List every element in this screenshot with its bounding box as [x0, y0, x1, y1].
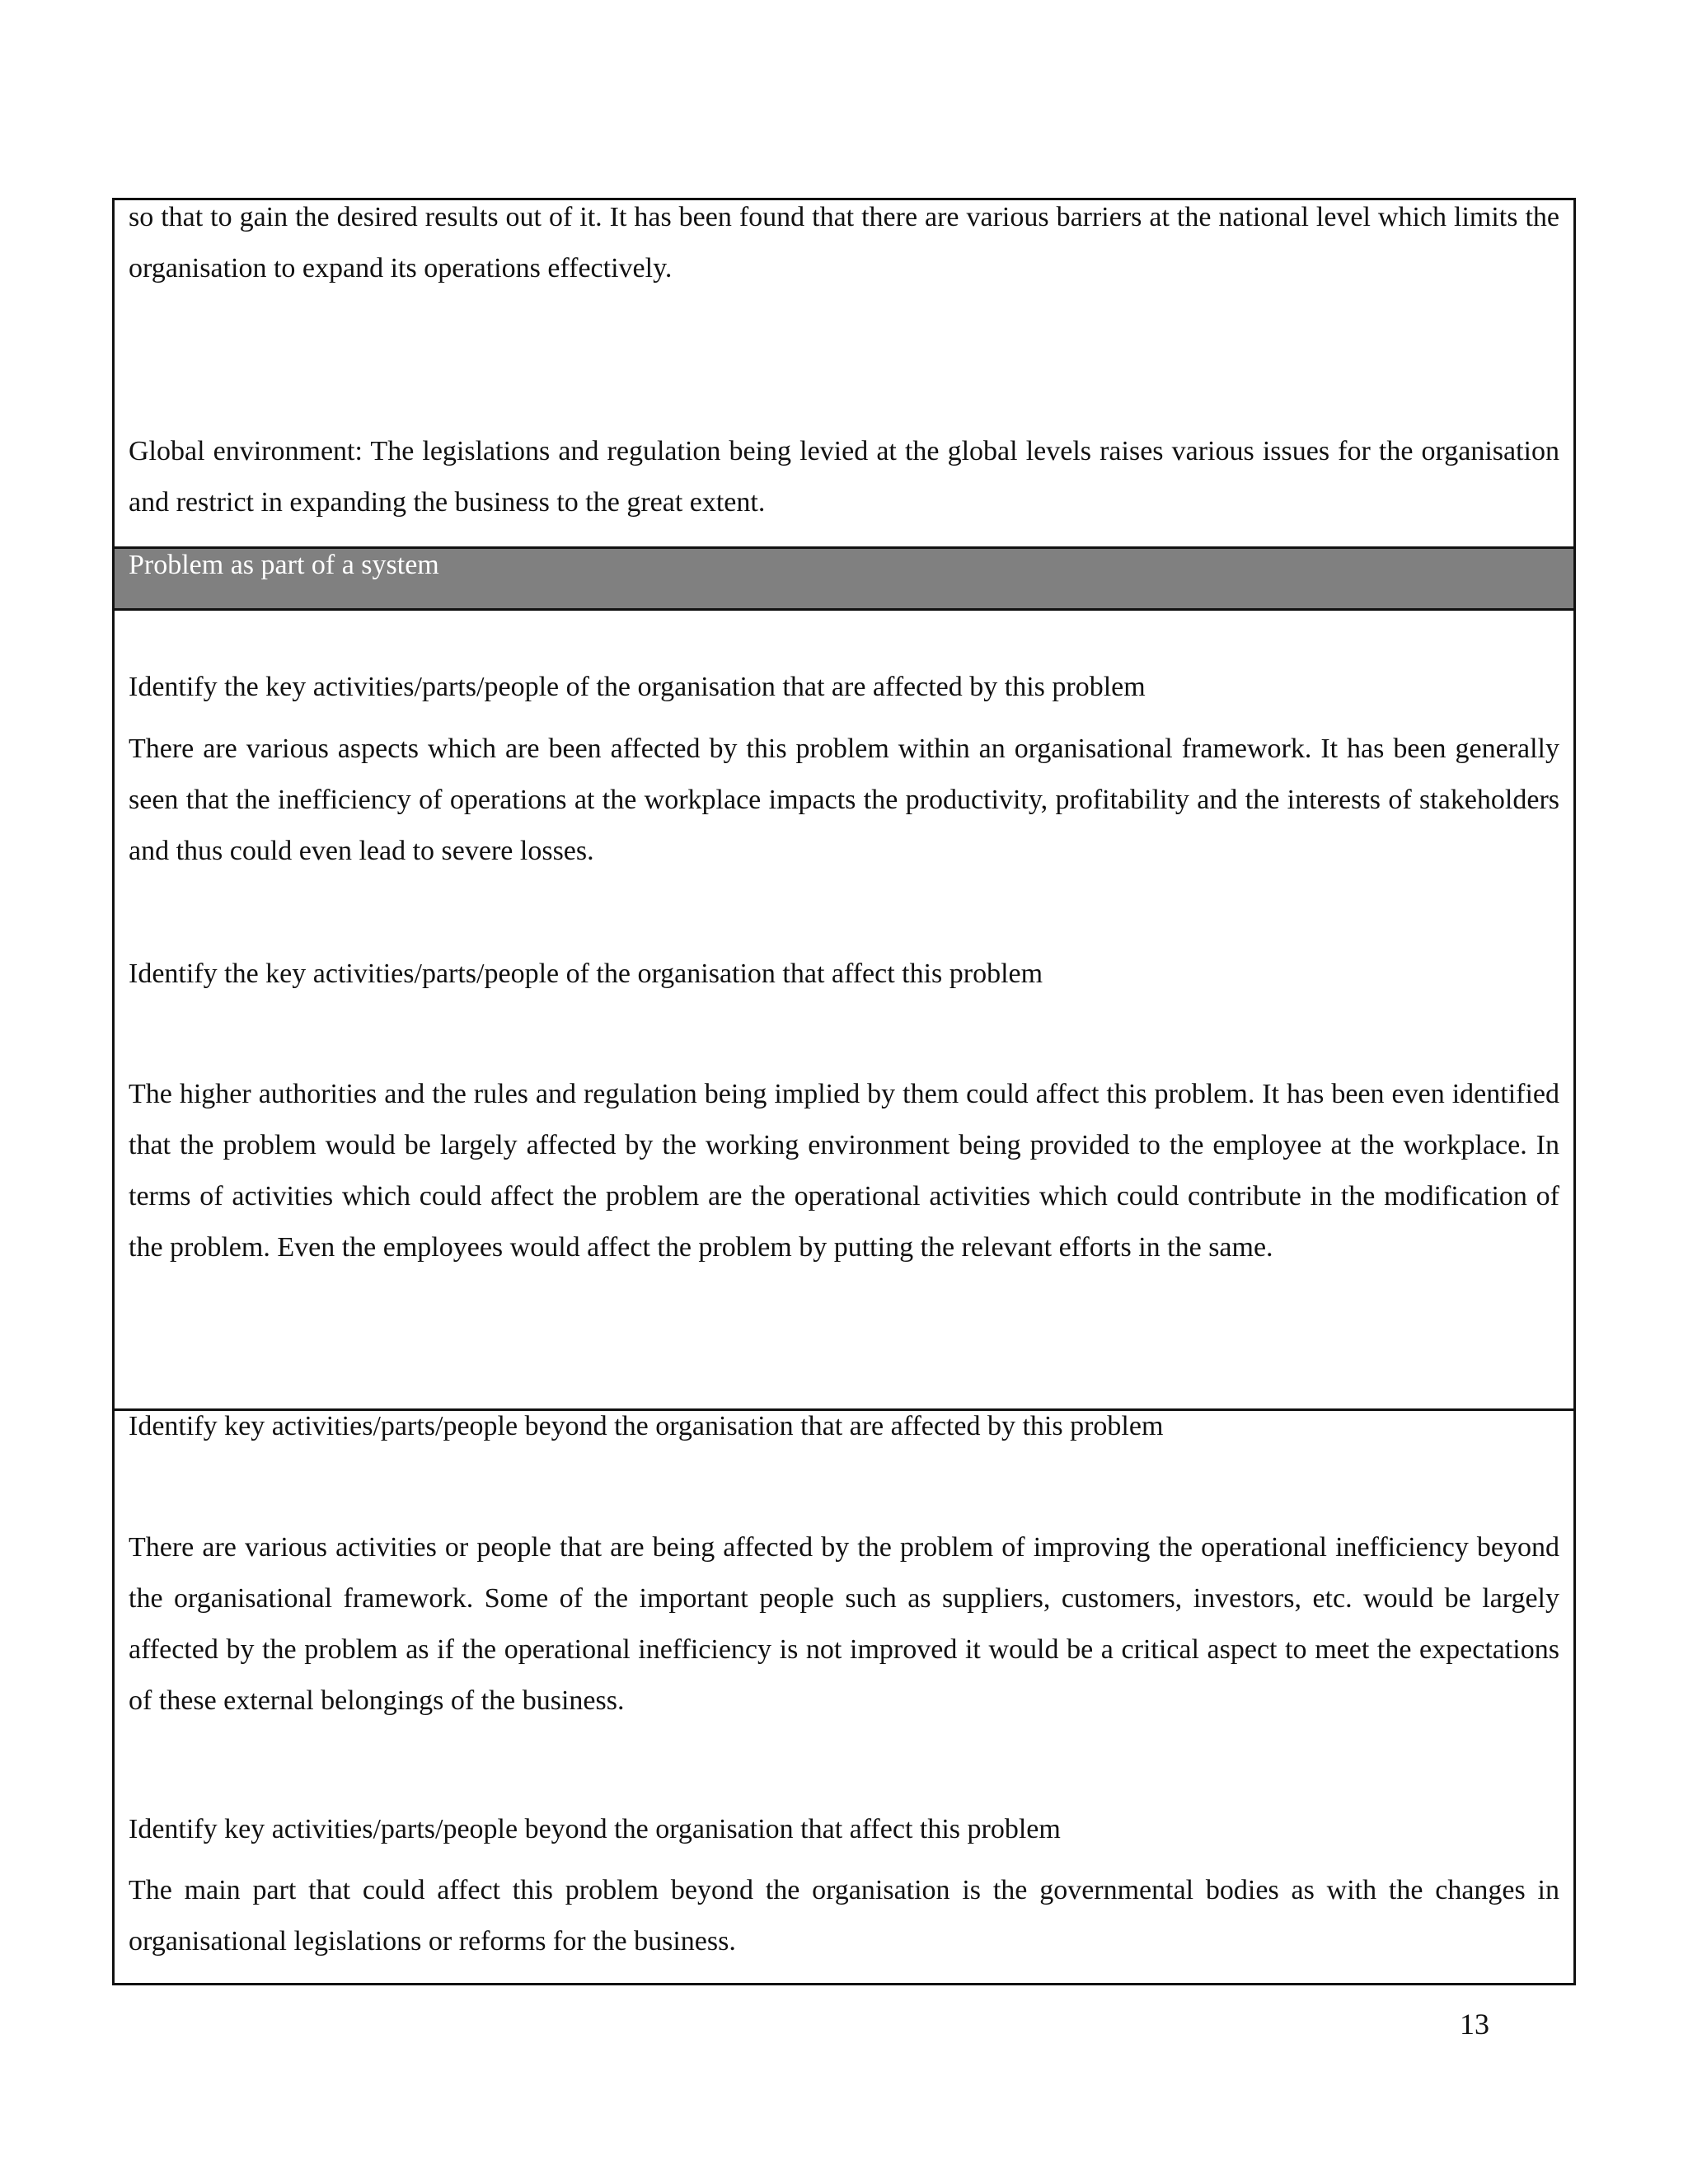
paragraph-affect-within: The higher authorities and the rules and regulation being implied by them could affect this problem. It has been even identified that the problem would be largely affected by the working environment being provided to the employee at the workplace. In terms of activities which could affect the problem are the operational activities which could contribute in the modification of the problem. Even the employees would affect the problem by putting the relevant efforts in the same. [129, 1079, 1559, 1263]
heading-affected-within: Identify the key activities/parts/people of the organisation that are affected by this problem [129, 672, 1146, 702]
paragraph-affect-beyond: The main part that could affect this problem beyond the organisation is the governmental bodies as with the changes in organisational legislations or reforms for the business. [129, 1875, 1559, 1957]
paragraph-national-barriers: so that to gain the desired results out of it. It has been found that there are various barriers at the national level which limits the organisation to expand its operations effectively. [129, 202, 1559, 284]
paragraph-global-environment: Global environment: The legislations and regulation being levied at the global levels raises various issues for the organisation and restrict in expanding the business to the great extent. [129, 436, 1559, 518]
heading-affect-within: Identify the key activities/parts/people of the organisation that affect this problem [129, 958, 1043, 989]
heading-affected-beyond: Identify key activities/parts/people beyond the organisation that are affected by this problem [129, 1411, 1164, 1441]
page-number: 13 [1460, 2008, 1489, 2041]
section-header-title: Problem as part of a system [129, 550, 439, 580]
heading-affect-beyond: Identify key activities/parts/people beyond the organisation that affect this problem [129, 1814, 1061, 1844]
paragraph-affected-within: There are various aspects which are been affected by this problem within an organisational framework. It has been generally seen that the inefficiency of operations at the workplace impacts the productivity, profitability and the interests of stakeholders and thus could even lead to severe losses. [129, 733, 1559, 866]
paragraph-affected-beyond: There are various activities or people that are being affected by the problem of improving the operational inefficiency beyond the organisational framework. Some of the important people such as suppliers, customers, investors, etc. would be largely affected by the problem as if the operational inefficiency is not improved it would be a critical aspect to meet the expectations of these external belongings of the business. [129, 1532, 1559, 1716]
